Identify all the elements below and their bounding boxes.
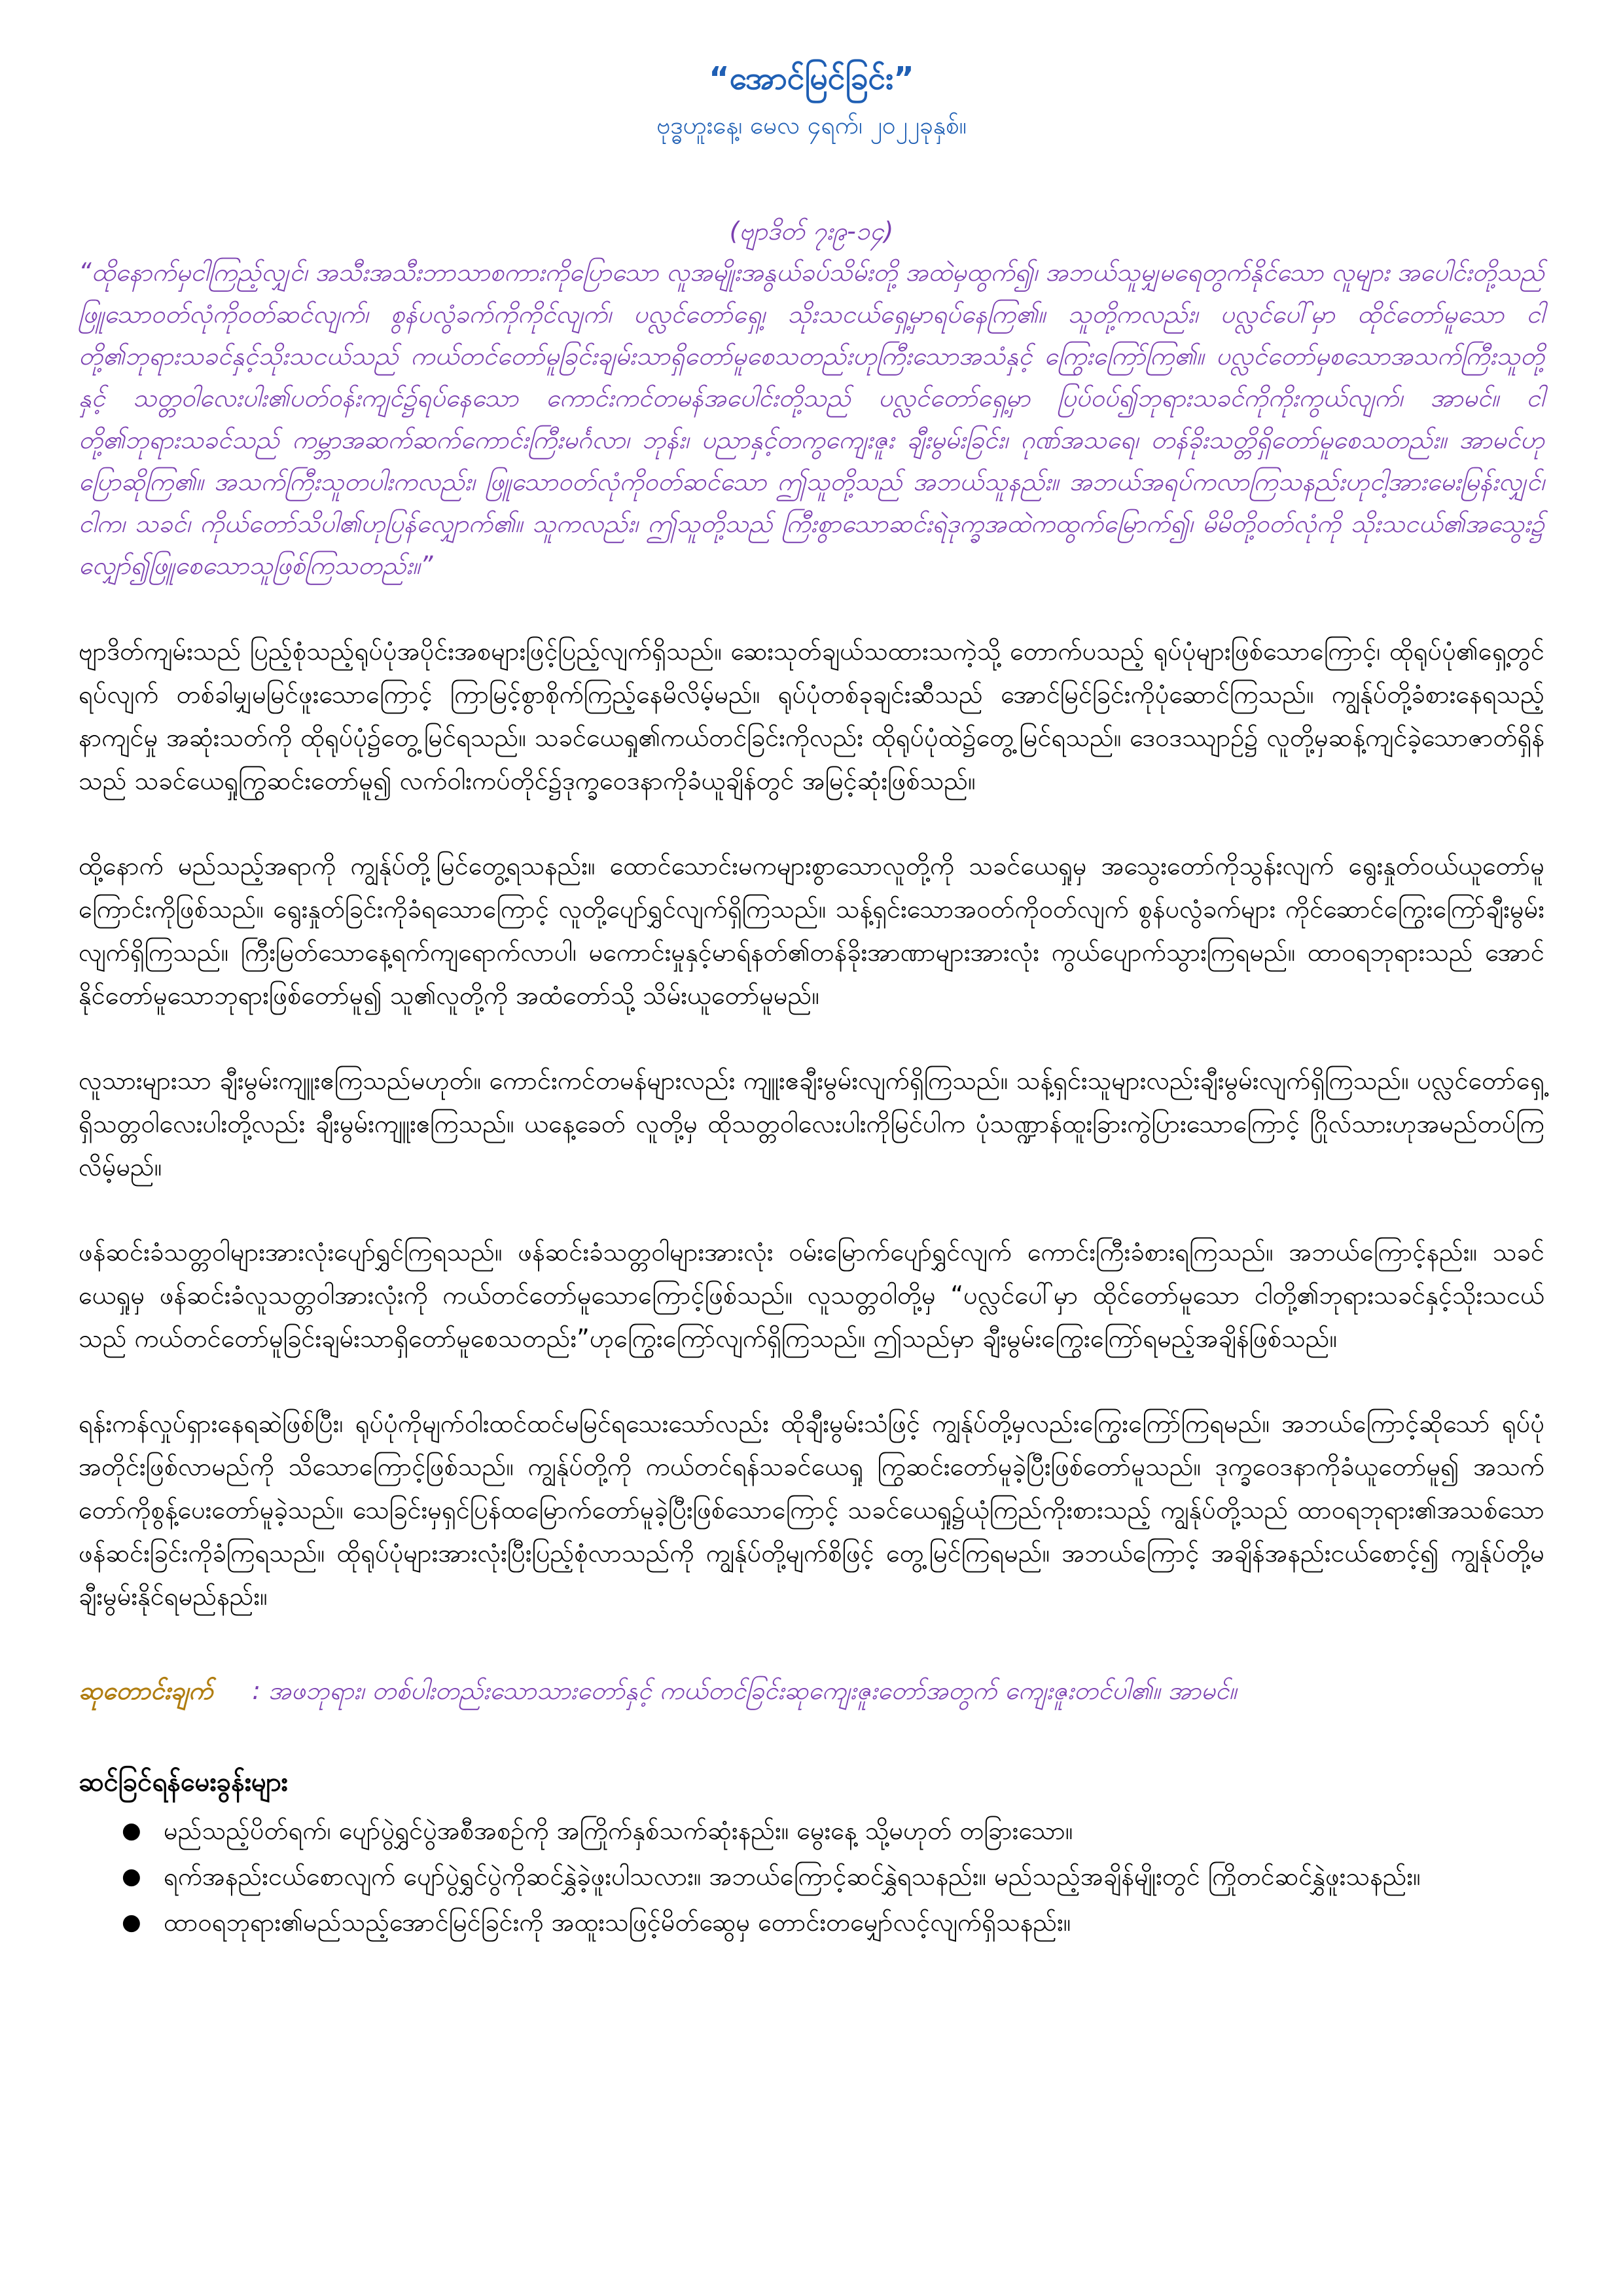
reflection-questions-heading: ဆင်ခြင်ရန်မေးခွန်းများ (79, 1767, 288, 1797)
list-item (118, 1809, 1544, 1852)
reflection-questions-list (79, 1809, 1544, 1944)
body-paragraph-1: ဗျာဒိတ်ကျမ်းသည် ပြည့်စုံသည့်ရုပ်ပုံအပိုင်းအစများဖြင့်ပြည့်လျက်ရှိသည်။ ဆေးသုတ်ချယ်သထားသကဲ့သို့ တောက်ပသည့် ရုပ်ပုံများဖြစ်သောကြောင့်၊ ထိုရုပ်ပုံ၏ရှေ့တွင်ရပ်လျက် တစ်ခါမျှမမြင်ဖူးသောကြောင့် ကြာမြင့်စွာစိုက်ကြည့်နေမိလိမ့်မည်။ ရုပ်ပုံတစ်ခုချင်းဆီသည် အောင်မြင်ခြင်းကိုပုံဆောင်ကြသည်။ ကျွန်ုပ်တို့ခံစားနေရသည့်နာကျင်မှု အဆုံးသတ်ကို ထိုရုပ်ပုံ၌တွေ့မြင်ရသည်။ သခင်ယေရှု၏ကယ်တင်ခြင်းကိုလည်း ထိုရုပ်ပုံထဲ၌တွေ့မြင်ရသည်။ ဒေဝဒဿျာဉ်၌ လူတို့မှဆန့်ကျင်ခဲ့သောဇာတ်ရှိန်သည် သခင်ယေရှုကြွဆင်းတော်မူ၍ လက်ဝါးကပ်တိုင်၌ဒုက္ခဝေဒနာကိုခံယူချိန်တွင် အမြင့်ဆုံးဖြစ်သည်။ (79, 637, 1544, 795)
devotional-title: “အောင်မြင်ခြင်း” (709, 60, 914, 97)
body-paragraph-4: ဖန်ဆင်းခံသတ္တဝါများအားလုံးပျော်ရွှင်ကြရသည်။ ဖန်ဆင်းခံသတ္တဝါများအားလုံး ဝမ်းမြောက်ပျော်ရွှင်လျက် ကောင်းကြီးခံစားရကြသည်။ အဘယ်ကြောင့်နည်း။ သခင်ယေရှုမှ ဖန်ဆင်းခံလူသတ္တဝါအားလုံးကို ကယ်တင်တော်မူသောကြောင့်ဖြစ်သည်။ လူသတ္တဝါတို့မှ “ပလ္လင်ပေါ်မှာ ထိုင်တော်မူသော ငါတို့၏ဘုရားသခင်နှင့်သိုးသငယ်သည် ကယ်တင်တော်မူခြင်းချမ်းသာရှိတော်မူစေသတည်း”ဟုကြွေးကြော်လျက်ရှိကြသည်။ ဤသည်မှာ ချီးမွမ်းကြွေးကြော်ရမည့်အချိန်ဖြစ်သည်။ (79, 1238, 1544, 1353)
question-text: မည်သည့်ပိတ်ရက်၊ ပျော်ပွဲရွှင်ပွဲအစီအစဉ်ကို အကြိုက်နှစ်သက်ဆုံးနည်း။ မွေးနေ့ သို့မဟုတ် တခြားသော။ (164, 1816, 1073, 1845)
prayer-label: ဆုတောင်းချက် (79, 1676, 213, 1705)
devotional-date: ဗုဒ္ဓဟူးနေ့၊ မေလ ၄ရက်၊ ၂၀၂၂ခုနှစ်။ (656, 111, 967, 139)
bullet-icon: ● (122, 1818, 141, 1844)
scripture-reference: (ဗျာဒိတ် ၇း၉-၁၄) (729, 217, 894, 245)
question-text: ရက်အနည်းငယ်စောလျက် ပျော်ပွဲရွှင်ပွဲကိုဆင်နွှဲခဲ့ဖူးပါသလား။ အဘယ်ကြောင့်ဆင်နွှဲရသနည်း။ မည်သည့်အချိန်မျိုးတွင် ကြိုတင်ဆင်နွှဲဖူးသနည်း။ (164, 1862, 1421, 1891)
list-item (118, 1901, 1544, 1944)
scripture-passage: “ထိုနောက်မှငါကြည့်လျှင်၊ အသီးအသီးဘာသာစကားကိုပြောသော လူအမျိုးအနွယ်ခပ်သိမ်းတို့ အထဲမှထွက်၍၊ အဘယ်သူမျှမရေတွက်နိုင်သော လူများ အပေါင်းတို့သည်ဖြူသောဝတ်လုံကိုဝတ်ဆင်လျက်၊ စွန်ပလွံခက်ကိုကိုင်လျက်၊ ပလ္လင်တော်ရှေ့၊ သိုးသငယ်ရှေ့မှာရပ်နေကြ၏။ သူတို့ကလည်း၊ ပလ္လင်ပေါ်မှာ ထိုင်တော်မူသော ငါတို့၏ဘုရားသခင်နှင့်သိုးသငယ်သည် ကယ်တင်တော်မူခြင်းချမ်းသာရှိတော်မူစေသတည်းဟုကြီးသောအသံနှင့် ကြွေးကြော်ကြ၏။ ပလ္လင်တော်မှစသောအသက်ကြီးသူတို့နှင့် သတ္တဝါလေးပါး၏ပတ်ဝန်းကျင်၌ရပ်နေသော ကောင်းကင်တမန်အပေါင်းတို့သည် ပလ္လင်တော်ရှေ့မှာ ပြပ်ဝပ်၍ဘုရားသခင်ကိုကိုးကွယ်လျက်၊ အာမင်။ ငါတို့၏ဘုရားသခင်သည် ကမ္ဘာအဆက်ဆက်ကောင်းကြီးမင်္ဂလာ၊ ဘုန်း၊ ပညာနှင့်တကွကျေးဇူး ချီးမွမ်းခြင်း၊ ဂုဏ်အသရေ၊ တန်ခိုးသတ္တိရှိတော်မူစေသတည်း။ အာမင်ဟုပြောဆိုကြ၏။ အသက်ကြီးသူတပါးကလည်း၊ ဖြူသောဝတ်လုံကိုဝတ်ဆင်သော ဤသူတို့သည် အဘယ်သူနည်း။ အဘယ်အရပ်ကလာကြသနည်းဟုငါ့အားမေးမြန်းလျှင်၊ ငါက၊ သခင်၊ ကိုယ်တော်သိပါ၏ဟုပြန်လျှောက်၏။ သူကလည်း၊ ဤသူတို့သည် ကြီးစွာသောဆင်းရဲဒုက္ခအထဲကထွက်မြောက်၍၊ မိမိတို့ဝတ်လုံကို သိုးသငယ်၏အသွေး၌ လျှော်၍ဖြူစေသောသူဖြစ်ကြသတည်း။” (79, 258, 1544, 580)
question-text: ထာဝရဘုရား၏မည်သည့်အောင်မြင်ခြင်းကို အထူးသဖြင့်မိတ်ဆွေမှ တောင်းတမျှော်လင့်လျက်ရှိသနည်း။ (164, 1908, 1071, 1937)
body-paragraph-5: ရန်းကန်လှုပ်ရှားနေရဆဲဖြစ်ပြီး၊ ရုပ်ပုံကိုမျက်ဝါးထင်ထင်မမြင်ရသေးသော်လည်း ထိုချီးမွမ်းသံဖြင့် ကျွန်ုပ်တို့မှလည်းကြွေးကြော်ကြရမည်။ အဘယ်ကြောင့်ဆိုသော် ရုပ်ပုံအတိုင်းဖြစ်လာမည်ကို သိသောကြောင့်ဖြစ်သည်။ ကျွန်ုပ်တို့ကို ကယ်တင်ရန်သခင်ယေရှု ကြွဆင်းတော်မူခဲ့ပြီးဖြစ်တော်မူသည်။ ဒုက္ခဝေဒနာကိုခံယူတော်မူ၍ အသက်တော်ကိုစွန့်ပေးတော်မူခဲ့သည်။ သေခြင်းမှရှင်ပြန်ထမြောက်တော်မူခဲ့ပြီးဖြစ်သောကြောင့် သခင်ယေရှု၌ယုံကြည်ကိုးစားသည့် ကျွန်ုပ်တို့သည် ထာဝရဘုရား၏အသစ်သော ဖန်ဆင်းခြင်းကိုခံကြရသည်။ ထိုရုပ်ပုံများအားလုံးပြီးပြည့်စုံလာသည်ကို ကျွန်ုပ်တို့မျက်စိဖြင့် တွေ့မြင်ကြရမည်။ အဘယ်ကြောင့် အချိန်အနည်းငယ်စောင့်၍ ကျွန်ုပ်တို့မချီးမွမ်းနိုင်ရမည်နည်း။ (79, 1409, 1544, 1611)
body-paragraph-2: ထို့နောက် မည်သည့်အရာကို ကျွန်ုပ်တို့မြင်တွေ့ရသနည်း။ ထောင်သောင်းမကများစွာသောလူတို့ကို သခင်ယေရှုမှ အသွေးတော်ကိုသွန်းလျက် ရွေးနှုတ်ဝယ်ယူတော်မူကြောင်းကိုဖြစ်သည်။ ရွေးနှုတ်ခြင်းကိုခံရသောကြောင့် လူတို့ပျော်ရွှင်လျက်ရှိကြသည်။ သန့်ရှင်းသောအဝတ်ကိုဝတ်လျက် စွန်ပလွံခက်များ ကိုင်ဆောင်ကြွေးကြော်ချီးမွမ်းလျက်ရှိကြသည်။ ကြီးမြတ်သောနေ့ရက်ကျရောက်လာပါ၊ မကောင်းမှုနှင့်မာရ်နတ်၏တန်ခိုးအာဏာများအားလုံး ကွယ်ပျောက်သွားကြရမည်။ ထာဝရဘုရားသည် အောင်နိုင်တော်မူသောဘုရားဖြစ်တော်မူ၍ သူ၏လူတို့ကို အထံတော်သို့ သိမ်းယူတော်မူမည်။ (79, 852, 1544, 1010)
prayer-section (79, 1669, 1544, 1712)
bullet-icon: ● (122, 1909, 141, 1935)
list-item (118, 1855, 1544, 1898)
body-paragraph-3: လူသားများသာ ချီးမွမ်းကျူးဧကြသည်မဟုတ်။ ကောင်းကင်တမန်များလည်း ကျူးဧချီးမွမ်းလျက်ရှိကြသည်။ သန့်ရှင်းသူများလည်းချီးမွမ်းလျက်ရှိကြသည်။ ပလ္လင်တော်ရှေ့ရှိသတ္တဝါလေးပါးတို့လည်း ချီးမွမ်းကျူးဧကြသည်။ ယနေ့ခေတ် လူတို့မှ ထိုသတ္တဝါလေးပါးကိုမြင်ပါက ပုံသဏ္ဍာန်ထူးခြားကွဲပြားသောကြောင့် ဂြိုလ်သားဟုအမည်တပ်ကြလိမ့်မည်။ (79, 1066, 1544, 1181)
bullet-icon: ● (122, 1863, 141, 1890)
prayer-text: : အဖဘုရား၊ တစ်ပါးတည်းသောသားတော်နှင့် ကယ်တင်ခြင်းဆုကျေးဇူးတော်အတွက် ကျေးဇူးတင်ပါ၏။ အာမင်။ (252, 1676, 1237, 1705)
